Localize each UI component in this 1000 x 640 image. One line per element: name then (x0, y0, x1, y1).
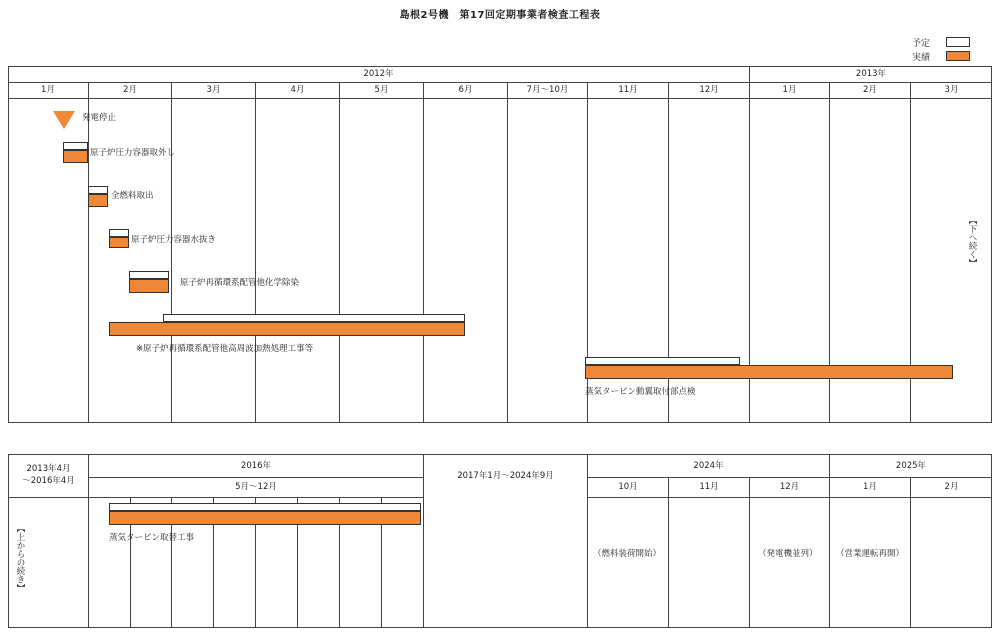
year-header-2025: 2025年 (895, 461, 927, 471)
bottom-header-divider (8, 497, 423, 498)
bottom-col-divider (668, 477, 669, 628)
bottom-header-divider (587, 477, 992, 478)
task-plan-bar (129, 271, 169, 279)
month-header: 2月 (944, 482, 959, 492)
task-plan-bar (163, 314, 465, 322)
top-col-divider (255, 82, 256, 423)
month-header: 10月 (618, 482, 638, 492)
task-plan-bar (109, 503, 421, 511)
period-header: 2013年4月 〜2016年4月 (22, 464, 75, 486)
task-label: 原子炉圧力容器水抜き (131, 235, 217, 245)
top-col-divider (423, 82, 424, 423)
top-col-divider (507, 82, 508, 423)
top-col-divider (88, 82, 89, 423)
task-actual-bar (109, 322, 465, 336)
shutdown-milestone-icon (53, 111, 75, 129)
month-header: 5月 (374, 85, 389, 95)
bottom-header-divider (587, 497, 992, 498)
task-actual-bar (63, 150, 88, 163)
continue-from-above-note: 【上からの続き】 (15, 524, 25, 592)
task-plan-bar (88, 186, 108, 194)
month-header: 11月 (618, 85, 638, 95)
event-label: （発電機並列） (758, 549, 818, 559)
task-label: 発電停止 (82, 113, 117, 123)
bottom-col-divider (910, 477, 911, 628)
task-actual-bar (585, 365, 953, 379)
period-header: 2017年1月〜2024年9月 (457, 471, 554, 481)
month-header: 11月 (699, 482, 719, 492)
top-month-divider (8, 98, 992, 99)
month-header: 6月 (458, 85, 473, 95)
task-label: 原子炉圧力容器取外し (90, 148, 176, 158)
year-header-2016: 2016年 (240, 461, 272, 471)
bottom-header-divider (88, 477, 423, 478)
month-header: 2月 (123, 85, 137, 95)
month-header: 12月 (699, 85, 719, 95)
year-header-2013: 2013年 (855, 69, 887, 79)
task-label: 蒸気タービン取替工事 (109, 533, 195, 543)
task-plan-bar (63, 142, 88, 150)
month-header: 1月 (863, 482, 877, 492)
legend-plan-swatch (946, 37, 970, 47)
task-label: 蒸気タービン動翼取付部点検 (585, 387, 696, 397)
event-label: （燃料装荷開始） (593, 549, 662, 559)
task-plan-bar (109, 229, 129, 237)
month-header: 2月 (863, 85, 877, 95)
legend-actual-label: 実績 (912, 53, 931, 63)
month-header: 12月 (779, 482, 800, 492)
continue-below-note: 【下へ続く】 (967, 216, 977, 267)
month-header: 1月 (41, 85, 55, 95)
month-header: 3月 (944, 85, 959, 95)
task-label: 全燃料取出 (111, 191, 154, 201)
legend-plan-label: 予定 (912, 39, 931, 49)
top-col-divider (171, 82, 172, 423)
legend-actual-swatch (946, 51, 970, 61)
task-label: 原子炉再循環系配管他化学除染 (180, 278, 300, 288)
task-actual-bar (109, 237, 129, 248)
task-actual-bar (129, 279, 169, 293)
task-actual-bar (109, 511, 421, 525)
month-header: 4月 (290, 85, 305, 95)
month-header: 1月 (782, 85, 797, 95)
event-label: （営業運転再開） (836, 549, 905, 559)
month-header: 7月〜10月 (526, 85, 569, 95)
month-header: 5月〜12月 (235, 482, 277, 492)
year-header-2012: 2012年 (363, 69, 394, 79)
task-plan-bar (585, 357, 740, 365)
page-title: 島根2号機 第17回定期事業者検査工程表 (399, 10, 601, 21)
month-header: 3月 (206, 85, 221, 95)
task-label: ※原子炉再循環系配管他高周波加熱処理工事等 (136, 344, 314, 354)
task-actual-bar (88, 194, 108, 207)
top-col-divider (339, 82, 340, 423)
year-header-2024: 2024年 (693, 461, 724, 471)
bottom-col-divider (749, 477, 750, 628)
